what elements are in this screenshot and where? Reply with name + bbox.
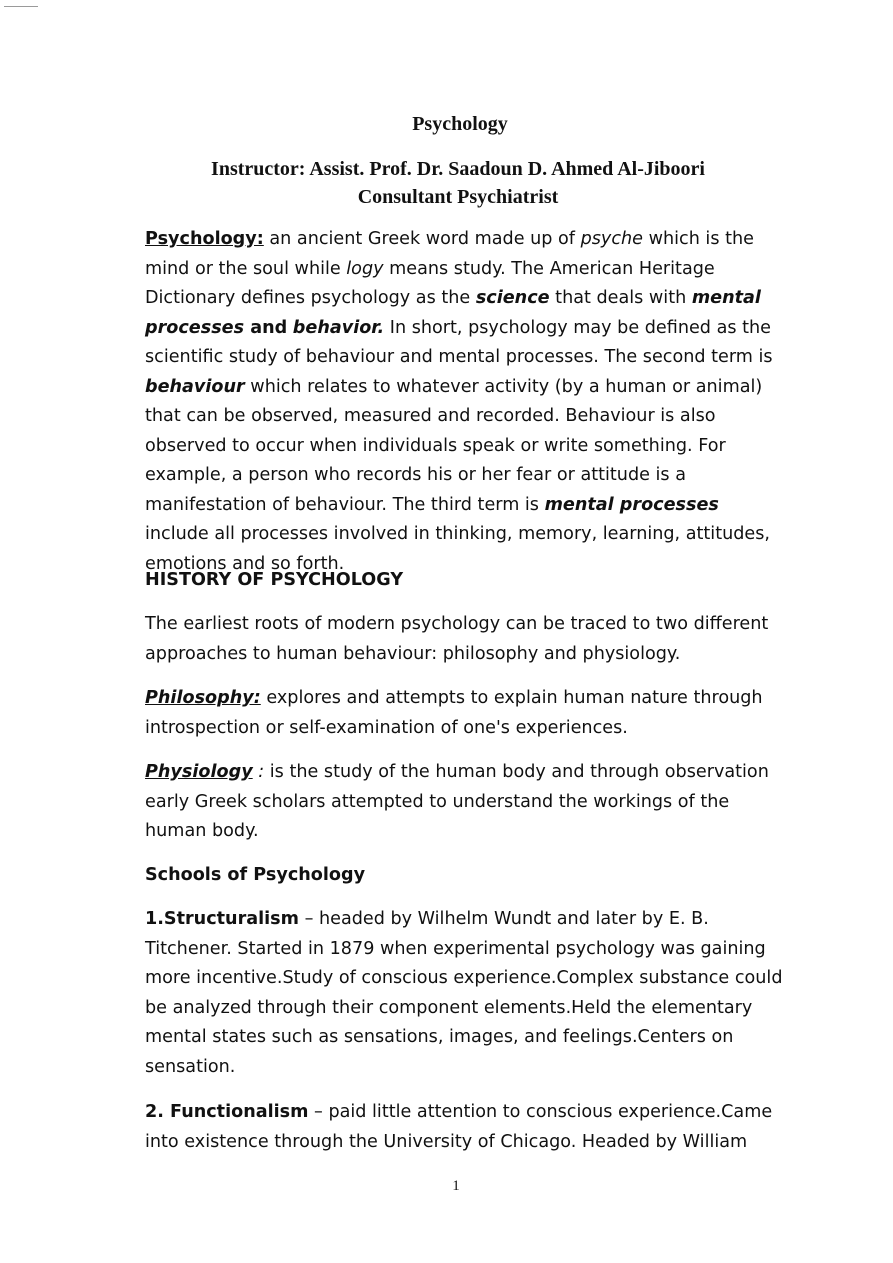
intro-text: an ancient Greek word made up of [263, 229, 581, 249]
term-logy: logy [346, 258, 384, 279]
structuralism-paragraph [145, 905, 785, 1082]
document-title: Psychology [412, 113, 508, 135]
intro-paragraph [145, 225, 785, 579]
schools-heading: Schools of Psychology [145, 865, 366, 885]
history-paragraph [145, 610, 785, 669]
intro-text: include all processes involved in thinking, memory, learning, attitudes, emotions and so forth. [145, 524, 770, 574]
term-behaviour: behaviour [145, 376, 245, 397]
intro-text: which relates to whatever activity (by a human or animal) that can be observed, measured and recorded. Behaviour is also observed to occur when individuals speak or write something. For example, a person who records his or her fear or attitude is a manifestation of behaviour. The third term is [145, 376, 763, 515]
term-behavior: behavior. [292, 317, 385, 338]
intro-text: which is the mind or the soul while [145, 229, 754, 279]
structuralism-text: – headed by Wilhelm Wundt and later by E. B. Titchener. Started in 1879 when experimental psychology was gaining more incentive.Study of conscious experience.Complex substance could be analyzed through their component elements.Held the elementary mental states such as sensations, images, and feelings.Centers on sensation. [145, 909, 783, 1077]
term-psychology: Psychology: [145, 229, 264, 249]
page-number: 1 [452, 1178, 460, 1194]
intro-text: In short, psychology may be defined as the scientific study of behaviour and mental processes. The second term is [145, 317, 773, 367]
history-section [145, 566, 785, 596]
term-science: science [475, 288, 550, 308]
functionalism-paragraph [145, 1098, 785, 1157]
intro-text: that deals with [549, 288, 692, 308]
philosophy-paragraph [145, 684, 785, 743]
term-and: and [244, 317, 288, 338]
scan-mark [4, 6, 38, 7]
instructor-line: Instructor: Assist. Prof. Dr. Saadoun D. Ahmed Al-Jiboori [211, 158, 705, 180]
term-philosophy: Philosophy: [145, 688, 261, 708]
instructor-block [0, 155, 893, 211]
history-heading: HISTORY OF PSYCHOLOGY [145, 570, 404, 590]
functionalism-label: 2. Functionalism [145, 1102, 309, 1122]
schools-heading-block [145, 861, 785, 891]
history-text: The earliest roots of modern psychology can be traced to two different approaches to human behaviour: philosophy and physiology. [145, 614, 769, 664]
term-physiology: Physiology [145, 762, 253, 782]
physiology-text: is the study of the human body and through observation early Greek scholars attempted to understand the workings of the human body. [145, 762, 769, 841]
functionalism-text: – paid little attention to conscious experience.Came into existence through the University of Chicago. Headed by William [145, 1102, 773, 1152]
term-mental-processes: mental processes [145, 288, 761, 338]
philosophy-text: explores and attempts to explain human nature through introspection or self-examination of one's experiences. [145, 688, 763, 738]
physiology-paragraph [145, 758, 785, 847]
term-mental-processes-2: mental processes [544, 494, 719, 515]
instructor-role: Consultant Psychiatrist [357, 186, 559, 208]
term-psyche: psyche [580, 229, 643, 249]
structuralism-label: 1.Structuralism [145, 909, 299, 929]
physiology-colon: : [252, 762, 265, 782]
intro-text: means study. The American Heritage Dictionary defines psychology as the [145, 258, 715, 308]
